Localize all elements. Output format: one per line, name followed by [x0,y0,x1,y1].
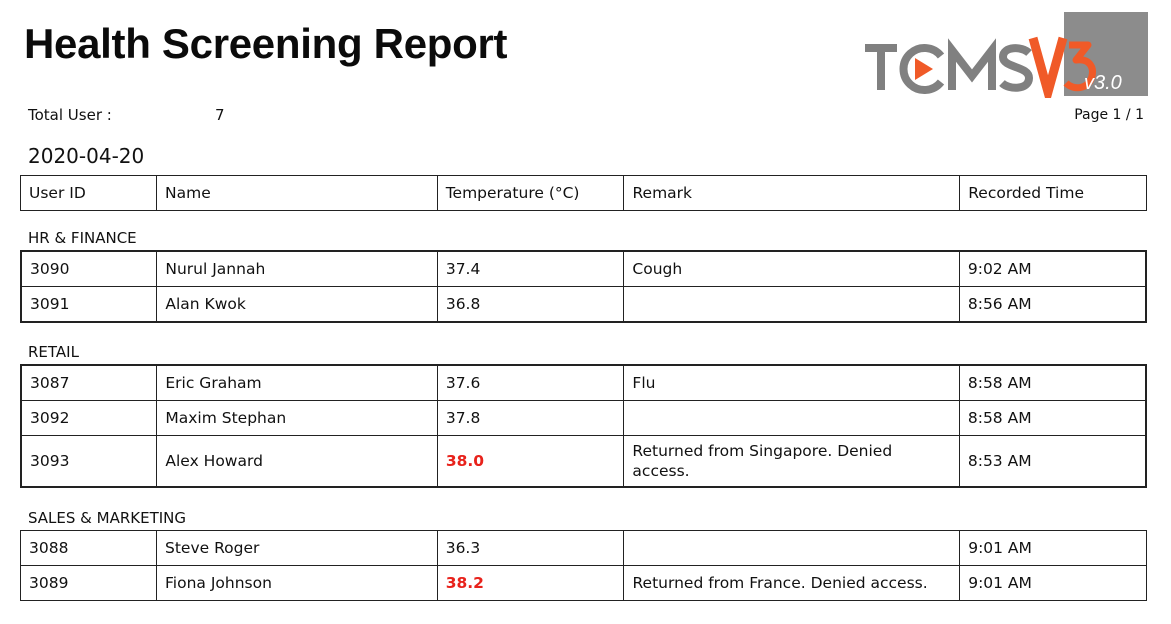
col-header-recorded-time: Recorded Time [960,176,1147,211]
table-row [21,251,1146,287]
cell-remark: Cough [624,251,959,287]
cell-temperature-alert: 38.0 [437,436,624,488]
cell-remark: Returned from Singapore. Denied access. [624,436,959,488]
cell-user-id: 3087 [21,365,157,401]
logo-version: v3.0 [1084,72,1122,94]
group-table-sales-marketing [20,530,1147,601]
logo-graphic [862,12,1148,98]
cell-user-id: 3092 [21,401,157,436]
col-header-temperature: Temperature (°C) [437,176,624,211]
cell-remark: Returned from France. Denied access. [624,566,960,601]
cell-temperature: 36.3 [437,531,624,566]
cell-user-id: 3088 [21,531,157,566]
cell-remark: Flu [624,365,959,401]
group-table-retail [20,364,1147,488]
table-row [21,287,1146,323]
report-title: Health Screening Report [24,20,508,67]
col-header-user-id: User ID [21,176,157,211]
cell-name: Alex Howard [157,436,437,488]
cell-name: Maxim Stephan [157,401,437,436]
cell-remark [624,531,960,566]
play-icon [915,58,933,80]
tcms-logo [862,12,1148,98]
cell-user-id: 3090 [21,251,157,287]
table-row [21,566,1147,601]
cell-recorded-time: 8:53 AM [959,436,1146,488]
cell-remark [624,287,959,323]
cell-user-id: 3093 [21,436,157,488]
cell-name: Fiona Johnson [157,566,438,601]
table-row [21,365,1146,401]
cell-recorded-time: 8:56 AM [959,287,1146,323]
table-row [21,436,1146,488]
cell-recorded-time: 9:01 AM [960,566,1147,601]
table-row [21,401,1146,436]
dept-hr-finance: HR & FINANCE [28,229,137,247]
cell-temperature: 37.4 [437,251,624,287]
cell-name: Alan Kwok [157,287,437,323]
page-info: Page 1 / 1 [1074,107,1144,123]
column-header-row [21,176,1147,211]
cell-name: Eric Graham [157,365,437,401]
cell-remark [624,401,959,436]
cell-recorded-time: 9:01 AM [960,531,1147,566]
report-date: 2020-04-20 [28,144,145,168]
cell-recorded-time: 8:58 AM [959,401,1146,436]
total-user-label: Total User : [28,106,112,124]
cell-temperature-alert: 38.2 [437,566,624,601]
total-user-value: 7 [215,106,225,124]
cell-user-id: 3091 [21,287,157,323]
dept-retail: RETAIL [28,343,79,361]
table-row [21,531,1147,566]
cell-name: Steve Roger [157,531,438,566]
cell-temperature: 36.8 [437,287,624,323]
cell-recorded-time: 9:02 AM [959,251,1146,287]
cell-user-id: 3089 [21,566,157,601]
cell-temperature: 37.8 [437,401,624,436]
cell-temperature: 37.6 [437,365,624,401]
group-table-hr-finance [20,250,1147,323]
cell-name: Nurul Jannah [157,251,437,287]
dept-sales-marketing: SALES & MARKETING [28,509,187,527]
cell-recorded-time: 8:58 AM [959,365,1146,401]
col-header-name: Name [157,176,438,211]
column-header-table [20,175,1147,211]
col-header-remark: Remark [624,176,960,211]
